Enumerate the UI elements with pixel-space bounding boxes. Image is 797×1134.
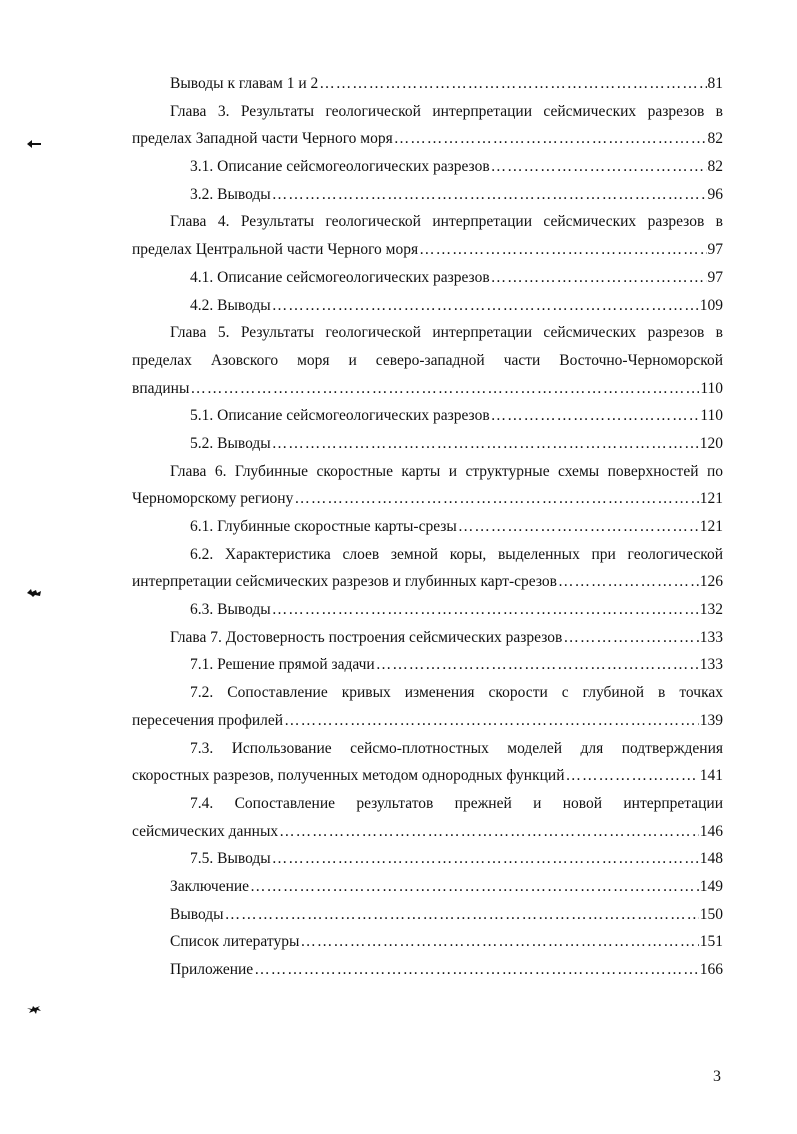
toc-page-number: 97	[707, 268, 723, 286]
toc-page-number: 121	[699, 490, 723, 508]
toc-page-number: 97	[707, 241, 723, 259]
toc-entry-line: Глава 3. Результаты геологической интерпретации сейсмических разрезов в	[170, 102, 723, 120]
toc-entry[interactable]	[132, 901, 723, 929]
table-of-contents	[132, 70, 723, 984]
toc-leader-dots	[272, 845, 699, 873]
toc-entry-title: 7.5. Выводы	[190, 850, 271, 868]
toc-entry-line: Глава 5. Результаты геологической интерпретации сейсмических разрезов в	[170, 324, 723, 342]
toc-entry-title: 3.2. Выводы	[190, 185, 271, 203]
toc-entry-title: Выводы	[170, 905, 224, 923]
toc-leader-dots	[190, 375, 699, 403]
toc-leader-dots	[272, 430, 699, 458]
toc-entry-title: 6.1. Глубинные скоростные карты-срезы	[190, 518, 457, 535]
toc-entry[interactable]	[132, 292, 723, 320]
toc-entry[interactable]	[132, 181, 723, 209]
toc-page-number: 109	[699, 296, 723, 314]
toc-entry-line: 6.2. Характеристика слоев земной коры, выделенных при геологической	[190, 545, 723, 563]
toc-leader-dots	[284, 707, 699, 735]
toc-leader-dots	[566, 762, 699, 790]
toc-entry-line: 7.3. Использование сейсмо-плотностных моделей для подтверждения	[190, 739, 723, 757]
toc-entry[interactable]	[132, 430, 723, 458]
toc-entry[interactable]	[132, 485, 723, 513]
toc-entry-title: Приложение	[170, 961, 254, 978]
toc-leader-dots	[254, 956, 699, 984]
toc-page-number: 146	[699, 822, 723, 840]
toc-entry-title: сейсмических данных	[132, 822, 279, 840]
toc-entry-title: 6.3. Выводы	[190, 601, 271, 619]
toc-leader-dots	[491, 264, 707, 292]
toc-entry-title: пределах Центральной части Черного моря	[132, 241, 419, 259]
toc-leader-dots	[394, 125, 707, 153]
toc-entry-line: пределах Азовского моря и северо-западной части Восточно-Черноморской	[132, 351, 723, 369]
toc-leader-dots	[294, 485, 698, 513]
toc-leader-dots	[419, 236, 706, 264]
toc-entry[interactable]	[132, 513, 723, 541]
toc-page-number: 132	[699, 601, 723, 619]
toc-entry-title: пересечения профилей	[132, 711, 284, 729]
toc-entry[interactable]	[132, 956, 723, 984]
toc-page-number: 133	[699, 628, 723, 646]
toc-entry-title: Глава 7. Достоверность построения сейсмических разрезов	[170, 628, 563, 646]
toc-page-number: 120	[699, 434, 723, 452]
toc-entry-title: 5.1. Описание сейсмогеологических разрезов	[190, 407, 490, 425]
toc-entry-title: 7.1. Решение прямой задачи	[190, 656, 375, 674]
toc-page-number: 110	[700, 407, 723, 425]
toc-leader-dots	[558, 568, 699, 596]
toc-entry[interactable]	[132, 402, 723, 430]
toc-entry-line: 7.2. Сопоставление кривых изменения скорости с глубиной в точках	[190, 684, 723, 702]
toc-entry[interactable]	[132, 624, 723, 652]
toc-entry[interactable]	[132, 125, 723, 153]
toc-leader-dots	[272, 596, 699, 624]
toc-leader-dots	[458, 513, 699, 541]
toc-page-number: 82	[707, 158, 723, 176]
toc-page-number: 126	[699, 573, 723, 591]
toc-leader-dots	[250, 873, 699, 901]
toc-leader-dots	[225, 901, 699, 929]
toc-leader-dots	[376, 651, 699, 679]
toc-leader-dots	[491, 402, 700, 430]
toc-page-number: 139	[699, 711, 723, 729]
toc-page-number: 82	[707, 130, 723, 148]
toc-entry-title: Черноморскому региону	[132, 490, 294, 508]
toc-entry[interactable]	[132, 707, 723, 735]
toc-entry[interactable]	[132, 375, 723, 403]
toc-entry-title: пределах Западной части Черного моря	[132, 130, 393, 148]
toc-entry[interactable]	[132, 236, 723, 264]
toc-entry[interactable]	[132, 651, 723, 679]
page-number: 3	[713, 1068, 721, 1085]
toc-entry-title: Заключение	[170, 877, 250, 895]
toc-entry-title: 4.2. Выводы	[190, 296, 271, 314]
toc-entry-line: Глава 6. Глубинные скоростные карты и структурные схемы поверхностей по	[170, 462, 723, 480]
scan-mark-icon	[26, 139, 42, 149]
toc-entry[interactable]	[132, 762, 723, 790]
toc-page-number: 151	[699, 933, 723, 951]
toc-entry[interactable]	[132, 70, 723, 98]
toc-leader-dots	[563, 624, 698, 652]
toc-leader-dots	[491, 153, 707, 181]
toc-page-number: 166	[699, 961, 723, 978]
toc-entry-title: интерпретации сейсмических разрезов и глубинных карт-срезов	[132, 573, 557, 591]
toc-entry[interactable]	[132, 818, 723, 846]
toc-entry-title: впадины	[132, 379, 190, 397]
toc-entry-title: 5.2. Выводы	[190, 434, 271, 452]
toc-page-number: 121	[699, 518, 723, 535]
toc-entry-title: Выводы к главам 1 и 2	[170, 75, 319, 92]
toc-page-number: 81	[707, 75, 723, 92]
toc-page-number: 141	[699, 767, 723, 785]
toc-entry-title: скоростных разрезов, полученных методом однородных функций	[132, 767, 565, 785]
toc-entry[interactable]	[132, 596, 723, 624]
toc-entry[interactable]	[132, 264, 723, 292]
toc-page-number: 133	[699, 656, 723, 674]
toc-entry-line: Глава 4. Результаты геологической интерпретации сейсмических разрезов в	[170, 213, 723, 231]
toc-leader-dots	[272, 292, 699, 320]
toc-page-number: 150	[699, 905, 723, 923]
toc-page-number: 110	[700, 379, 723, 397]
toc-entry-title: 4.1. Описание сейсмогеологических разрезов	[190, 268, 490, 286]
toc-entry[interactable]	[132, 873, 723, 901]
toc-entry[interactable]	[132, 845, 723, 873]
scan-mark-icon	[26, 588, 42, 598]
toc-leader-dots	[279, 818, 699, 846]
toc-entry-line: 7.4. Сопоставление результатов прежней и новой интерпретации	[190, 794, 723, 812]
toc-page-number: 96	[707, 185, 723, 203]
toc-entry[interactable]	[132, 568, 723, 596]
toc-entry[interactable]	[132, 928, 723, 956]
toc-leader-dots	[319, 70, 706, 98]
toc-leader-dots	[272, 181, 707, 209]
toc-page-number: 148	[699, 850, 723, 868]
toc-page-number: 149	[699, 877, 723, 895]
toc-entry-title: Список литературы	[170, 933, 300, 951]
toc-entry-title: 3.1. Описание сейсмогеологических разрезов	[190, 158, 490, 176]
toc-entry[interactable]	[132, 153, 723, 181]
toc-leader-dots	[300, 928, 698, 956]
scan-mark-icon	[26, 1005, 42, 1015]
